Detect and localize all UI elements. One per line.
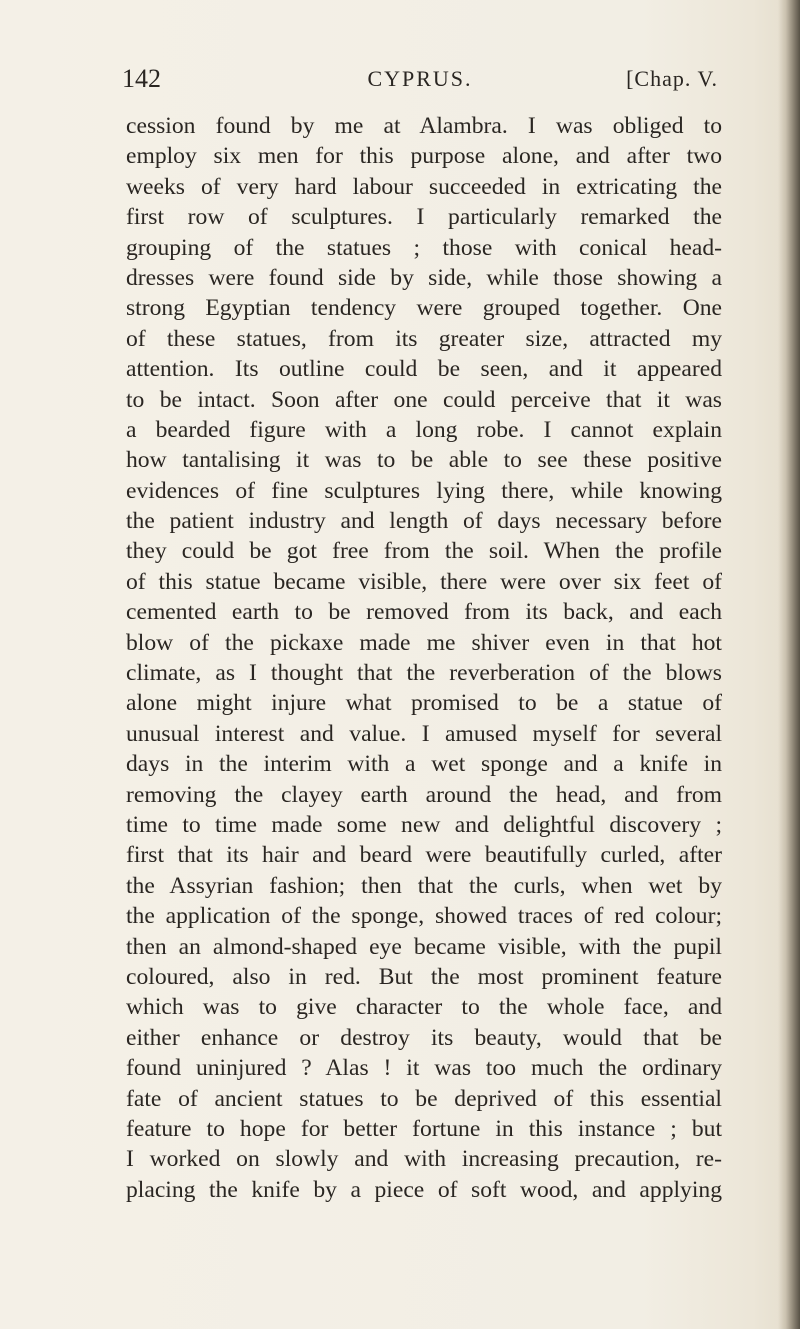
body-text (126, 111, 722, 1205)
text-line: removing the clayey earth around the head, and from (126, 781, 722, 808)
text-line: how tantalising it was to be able to see these positive (126, 447, 722, 474)
text-line: feature to hope for better fortune in this instance ; but (126, 1115, 722, 1142)
text-line: the patient industry and length of days necessary before (126, 508, 722, 535)
page-header (122, 64, 718, 96)
text-line: dresses were found side by side, while those showing a (126, 264, 722, 291)
text-line: first row of sculptures. I particularly remarked the (126, 204, 722, 231)
text-line: the application of the sponge, showed traces of red colour; (126, 903, 722, 930)
text-line: days in the interim with a wet sponge and a knife in (126, 751, 722, 778)
text-line: of this statue became visible, there were over six feet of (126, 568, 722, 595)
chapter-label: [Chap. V. (626, 66, 718, 91)
text-line: found uninjured ? Alas ! it was too much the ordinary (126, 1055, 722, 1082)
text-line: evidences of fine sculptures lying there, while knowing (126, 477, 722, 504)
text-line: cession found by me at Alambra. I was obliged to (126, 113, 722, 139)
text-line: a bearded figure with a long robe. I cannot explain (126, 416, 722, 443)
text-line: blow of the pickaxe made me shiver even in that hot (126, 629, 722, 656)
text-line: attention. Its outline could be seen, and it appeared (126, 356, 722, 383)
text-line: the Assyrian fashion; then that the curls, when wet by (126, 872, 722, 899)
text-line: climate, as I thought that the reverberation of the blows (126, 660, 722, 687)
text-line: either enhance or destroy its beauty, would that be (126, 1024, 722, 1051)
text-line: weeks of very hard labour succeeded in extricating the (126, 173, 722, 200)
text-line: fate of ancient statues to be deprived of this essential (126, 1085, 722, 1112)
page-edge-shadow (778, 0, 800, 1329)
text-line: to be intact. Soon after one could perceive that it was (126, 386, 722, 413)
text-line: of these statues, from its greater size, attracted my (126, 325, 722, 352)
text-line: grouping of the statues ; those with conical head- (126, 234, 722, 261)
text-line: strong Egyptian tendency were grouped together. One (126, 295, 722, 322)
text-line: employ six men for this purpose alone, and after two (126, 143, 722, 170)
text-line: first that its hair and beard were beautifully curled, after (126, 842, 722, 869)
text-line: cemented earth to be removed from its back, and each (126, 599, 722, 626)
text-line: time to time made some new and delightful discovery ; (126, 811, 722, 838)
text-line: then an almond-shaped eye became visible, with the pupil (126, 933, 722, 960)
text-line: which was to give character to the whole face, and (126, 994, 722, 1021)
text-line: coloured, also in red. But the most prominent feature (126, 963, 722, 990)
text-line: alone might injure what promised to be a statue of (126, 690, 722, 717)
text-line: unusual interest and value. I amused myself for several (126, 720, 722, 747)
text-line: I worked on slowly and with increasing precaution, re- (126, 1146, 722, 1173)
page-number: 142 (122, 64, 161, 93)
running-title: CYPRUS. (367, 66, 473, 91)
text-line: placing the knife by a piece of soft wood, and applying (126, 1176, 722, 1203)
text-line: they could be got free from the soil. When the profile (126, 538, 722, 565)
